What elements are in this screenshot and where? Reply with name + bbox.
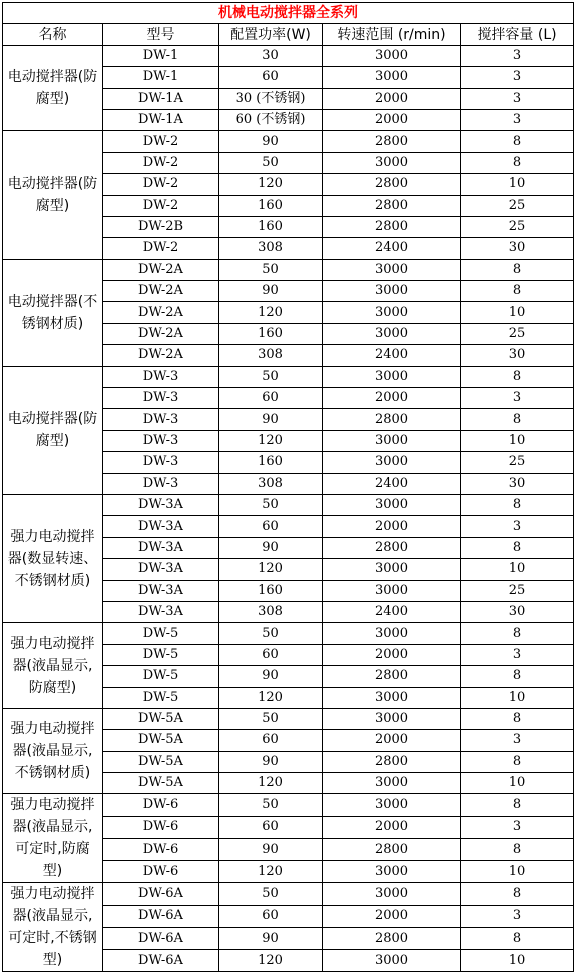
power-cell: 90 [219, 281, 323, 302]
product-name-cell: 强力电动搅拌器(液晶显示,不锈钢材质) [3, 708, 103, 794]
power-cell: 50 [219, 794, 323, 816]
power-cell: 50 [219, 623, 323, 644]
model-cell: DW-2 [103, 195, 219, 216]
capacity-cell: 8 [461, 537, 574, 558]
table-row [3, 794, 574, 816]
power-cell: 50 [219, 883, 323, 905]
model-cell: DW-3A [103, 516, 219, 537]
model-cell: DW-1A [103, 88, 219, 109]
power-cell: 308 [219, 345, 323, 366]
power-cell: 60 [219, 67, 323, 88]
product-name-cell: 电动搅拌器(防腐型) [3, 45, 103, 131]
title-row [3, 3, 574, 24]
speed-cell: 2000 [323, 905, 461, 927]
column-header-capacity: 搅拌容量 (L) [461, 24, 574, 45]
model-cell: DW-3A [103, 559, 219, 580]
speed-cell: 3000 [323, 452, 461, 473]
speed-cell: 2000 [323, 816, 461, 838]
power-cell: 120 [219, 773, 323, 794]
speed-cell: 3000 [323, 687, 461, 708]
capacity-cell: 8 [461, 838, 574, 860]
speed-cell: 2800 [323, 537, 461, 558]
speed-cell: 2000 [323, 516, 461, 537]
power-cell: 120 [219, 950, 323, 972]
power-cell: 90 [219, 131, 323, 152]
speed-cell: 3000 [323, 259, 461, 280]
model-cell: DW-3 [103, 473, 219, 494]
table-row [3, 494, 574, 515]
product-name-cell: 电动搅拌器(防腐型) [3, 366, 103, 494]
capacity-cell: 10 [461, 430, 574, 451]
capacity-cell: 30 [461, 238, 574, 259]
model-cell: DW-3A [103, 601, 219, 622]
model-cell: DW-6A [103, 927, 219, 949]
model-cell: DW-1 [103, 45, 219, 66]
capacity-cell: 3 [461, 905, 574, 927]
model-cell: DW-5 [103, 623, 219, 644]
power-cell: 90 [219, 927, 323, 949]
capacity-cell: 30 [461, 601, 574, 622]
capacity-cell: 8 [461, 409, 574, 430]
model-cell: DW-2A [103, 345, 219, 366]
table-body [3, 45, 574, 972]
model-cell: DW-2 [103, 238, 219, 259]
model-cell: DW-2A [103, 302, 219, 323]
model-cell: DW-5A [103, 773, 219, 794]
model-cell: DW-2 [103, 131, 219, 152]
capacity-cell: 8 [461, 494, 574, 515]
capacity-cell: 8 [461, 883, 574, 905]
capacity-cell: 10 [461, 861, 574, 883]
capacity-cell: 30 [461, 345, 574, 366]
speed-cell: 3000 [323, 580, 461, 601]
speed-cell: 3000 [323, 366, 461, 387]
product-spec-table [2, 2, 574, 972]
capacity-cell: 3 [461, 88, 574, 109]
model-cell: DW-1 [103, 67, 219, 88]
header-row [3, 24, 574, 45]
model-cell: DW-6 [103, 794, 219, 816]
power-cell: 60 [219, 516, 323, 537]
capacity-cell: 3 [461, 644, 574, 665]
model-cell: DW-6 [103, 816, 219, 838]
speed-cell: 3000 [323, 430, 461, 451]
speed-cell: 2400 [323, 473, 461, 494]
capacity-cell: 30 [461, 473, 574, 494]
power-cell: 120 [219, 687, 323, 708]
model-cell: DW-6 [103, 838, 219, 860]
power-cell: 120 [219, 430, 323, 451]
model-cell: DW-3 [103, 366, 219, 387]
capacity-cell: 25 [461, 452, 574, 473]
speed-cell: 2800 [323, 409, 461, 430]
capacity-cell: 8 [461, 131, 574, 152]
capacity-cell: 8 [461, 281, 574, 302]
model-cell: DW-5A [103, 751, 219, 772]
power-cell: 120 [219, 302, 323, 323]
model-cell: DW-2B [103, 216, 219, 237]
model-cell: DW-6A [103, 883, 219, 905]
speed-cell: 3000 [323, 323, 461, 344]
power-cell: 50 [219, 152, 323, 173]
speed-cell: 3000 [323, 494, 461, 515]
speed-cell: 2800 [323, 838, 461, 860]
capacity-cell: 8 [461, 751, 574, 772]
speed-cell: 3000 [323, 559, 461, 580]
speed-cell: 2000 [323, 644, 461, 665]
table-row [3, 623, 574, 644]
model-cell: DW-6A [103, 950, 219, 972]
model-cell: DW-2A [103, 323, 219, 344]
column-header-power: 配置功率(W) [219, 24, 323, 45]
model-cell: DW-5 [103, 687, 219, 708]
product-name-cell: 强力电动搅拌器(液晶显示, 可定时,不锈钢型) [3, 883, 103, 972]
model-cell: DW-5 [103, 644, 219, 665]
power-cell: 90 [219, 751, 323, 772]
speed-cell: 2800 [323, 927, 461, 949]
power-cell: 160 [219, 195, 323, 216]
speed-cell: 2800 [323, 131, 461, 152]
capacity-cell: 10 [461, 773, 574, 794]
model-cell: DW-6A [103, 905, 219, 927]
power-cell: 90 [219, 537, 323, 558]
speed-cell: 2000 [323, 109, 461, 130]
power-cell: 90 [219, 838, 323, 860]
capacity-cell: 3 [461, 388, 574, 409]
capacity-cell: 10 [461, 687, 574, 708]
capacity-cell: 8 [461, 927, 574, 949]
model-cell: DW-1A [103, 109, 219, 130]
power-cell: 60 [219, 905, 323, 927]
power-cell: 60 (不锈钢) [219, 109, 323, 130]
model-cell: DW-5A [103, 730, 219, 751]
speed-cell: 3000 [323, 281, 461, 302]
speed-cell: 3000 [323, 623, 461, 644]
power-cell: 90 [219, 666, 323, 687]
model-cell: DW-2A [103, 259, 219, 280]
model-cell: DW-3A [103, 494, 219, 515]
model-cell: DW-2 [103, 174, 219, 195]
power-cell: 160 [219, 216, 323, 237]
power-cell: 60 [219, 730, 323, 751]
product-name-cell: 强力电动搅拌器(液晶显示, 可定时,防腐型) [3, 794, 103, 883]
power-cell: 50 [219, 259, 323, 280]
capacity-cell: 10 [461, 559, 574, 580]
model-cell: DW-3A [103, 580, 219, 601]
power-cell: 120 [219, 861, 323, 883]
speed-cell: 2800 [323, 174, 461, 195]
capacity-cell: 8 [461, 152, 574, 173]
power-cell: 50 [219, 708, 323, 729]
power-cell: 120 [219, 559, 323, 580]
model-cell: DW-3 [103, 452, 219, 473]
model-cell: DW-3A [103, 537, 219, 558]
capacity-cell: 10 [461, 302, 574, 323]
speed-cell: 3000 [323, 708, 461, 729]
product-name-cell: 强力电动搅拌器(液晶显示, 防腐型) [3, 623, 103, 709]
table-row [3, 366, 574, 387]
speed-cell: 2000 [323, 88, 461, 109]
capacity-cell: 8 [461, 623, 574, 644]
power-cell: 60 [219, 388, 323, 409]
speed-cell: 2800 [323, 751, 461, 772]
capacity-cell: 3 [461, 45, 574, 66]
capacity-cell: 25 [461, 580, 574, 601]
speed-cell: 3000 [323, 794, 461, 816]
power-cell: 50 [219, 494, 323, 515]
speed-cell: 2800 [323, 666, 461, 687]
model-cell: DW-3 [103, 430, 219, 451]
model-cell: DW-5A [103, 708, 219, 729]
speed-cell: 2000 [323, 730, 461, 751]
model-cell: DW-3 [103, 409, 219, 430]
power-cell: 30 [219, 45, 323, 66]
model-cell: DW-3 [103, 388, 219, 409]
speed-cell: 3000 [323, 950, 461, 972]
power-cell: 120 [219, 174, 323, 195]
product-name-cell: 电动搅拌器(防腐型) [3, 131, 103, 259]
power-cell: 308 [219, 238, 323, 259]
power-cell: 60 [219, 644, 323, 665]
product-name-cell: 电动搅拌器(不锈钢材质) [3, 259, 103, 366]
capacity-cell: 3 [461, 516, 574, 537]
capacity-cell: 10 [461, 950, 574, 972]
speed-cell: 3000 [323, 45, 461, 66]
speed-cell: 2400 [323, 601, 461, 622]
model-cell: DW-5 [103, 666, 219, 687]
power-cell: 60 [219, 816, 323, 838]
model-cell: DW-2A [103, 281, 219, 302]
capacity-cell: 8 [461, 366, 574, 387]
speed-cell: 3000 [323, 883, 461, 905]
table-row [3, 708, 574, 729]
column-header-model: 型号 [103, 24, 219, 45]
speed-cell: 2800 [323, 195, 461, 216]
product-name-cell: 强力电动搅拌器(数显转速、不锈钢材质) [3, 494, 103, 622]
speed-cell: 3000 [323, 861, 461, 883]
speed-cell: 3000 [323, 152, 461, 173]
speed-cell: 2800 [323, 216, 461, 237]
table-row [3, 883, 574, 905]
power-cell: 160 [219, 452, 323, 473]
power-cell: 30 (不锈钢) [219, 88, 323, 109]
power-cell: 90 [219, 409, 323, 430]
capacity-cell: 3 [461, 109, 574, 130]
capacity-cell: 3 [461, 816, 574, 838]
power-cell: 160 [219, 580, 323, 601]
capacity-cell: 8 [461, 794, 574, 816]
power-cell: 50 [219, 366, 323, 387]
capacity-cell: 8 [461, 666, 574, 687]
power-cell: 308 [219, 473, 323, 494]
power-cell: 308 [219, 601, 323, 622]
table-title: 机械电动搅拌器全系列 [3, 3, 574, 24]
speed-cell: 2400 [323, 238, 461, 259]
capacity-cell: 25 [461, 195, 574, 216]
model-cell: DW-2 [103, 152, 219, 173]
table-row [3, 45, 574, 66]
column-header-name: 名称 [3, 24, 103, 45]
capacity-cell: 10 [461, 174, 574, 195]
model-cell: DW-6 [103, 861, 219, 883]
capacity-cell: 3 [461, 730, 574, 751]
speed-cell: 3000 [323, 67, 461, 88]
table-row [3, 131, 574, 152]
capacity-cell: 25 [461, 323, 574, 344]
speed-cell: 2000 [323, 388, 461, 409]
capacity-cell: 3 [461, 67, 574, 88]
speed-cell: 3000 [323, 302, 461, 323]
power-cell: 160 [219, 323, 323, 344]
capacity-cell: 8 [461, 708, 574, 729]
capacity-cell: 8 [461, 259, 574, 280]
speed-cell: 2400 [323, 345, 461, 366]
capacity-cell: 25 [461, 216, 574, 237]
speed-cell: 3000 [323, 773, 461, 794]
column-header-speed: 转速范围 (r/min) [323, 24, 461, 45]
table-row [3, 259, 574, 280]
